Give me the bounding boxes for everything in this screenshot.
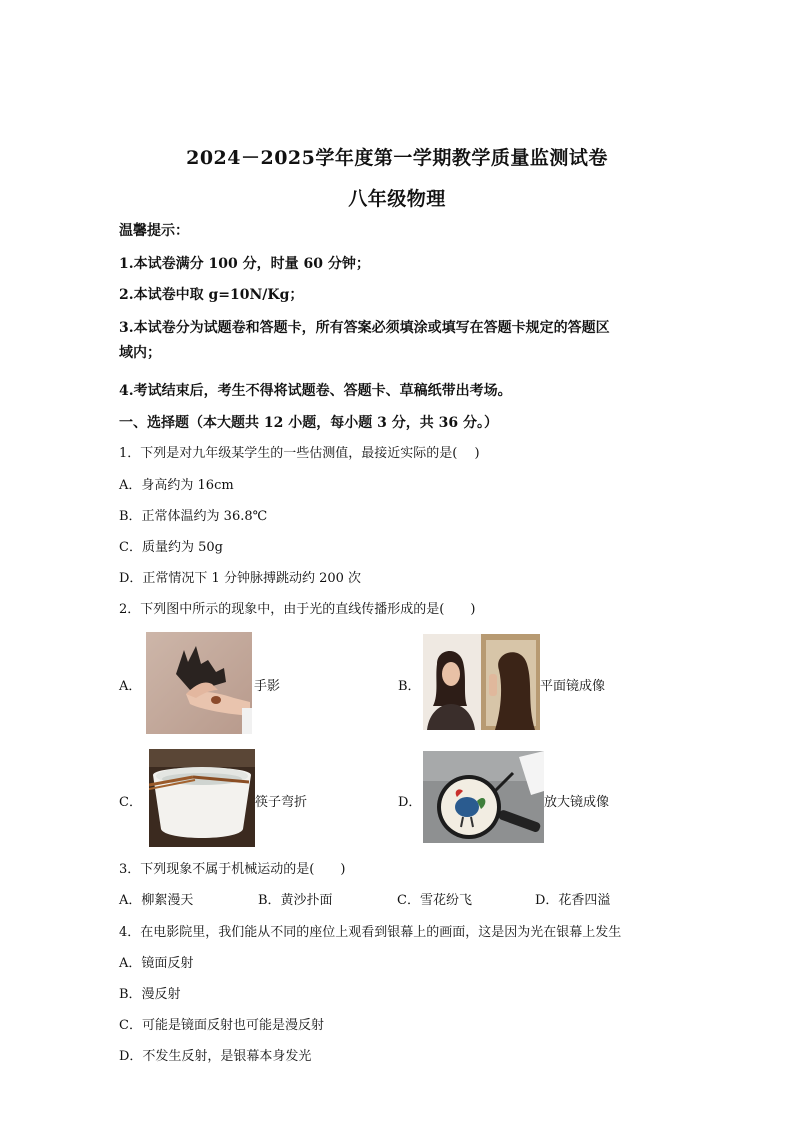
option-label: A． (119, 679, 142, 694)
option-d: D．不发生反射，是银幕本身发光 (119, 1049, 312, 1064)
option-a: A．镜面反射 (119, 956, 194, 971)
option-label: D． (398, 795, 422, 810)
option-label: B． (398, 679, 421, 694)
exam-title: 2024－2025学年度第一学期教学质量监测试卷 (186, 147, 608, 169)
option-d: D．正常情况下 1 分钟脉搏跳动约 200 次 (119, 571, 362, 586)
tip-item: 1.本试卷满分 100 分，时量 60 分钟； (119, 256, 370, 272)
option-text: 筷子弯折 (255, 795, 308, 810)
magnifier-photo (423, 751, 544, 843)
tip-item: 2.本试卷中取 g=10N/Kg； (119, 287, 304, 303)
option-label: C． (119, 795, 142, 810)
option-text: 放大镜成像 (544, 795, 610, 810)
option-c: C．雪花纷飞 (397, 893, 472, 908)
option-b: B．正常体温约为 36.8℃ (119, 509, 268, 524)
tips-heading: 温馨提示： (119, 223, 189, 239)
option-a: A．身高约为 16cm (119, 478, 234, 493)
question-stem: 3．下列现象不属于机械运动的是( ) (119, 862, 346, 877)
exam-subtitle: 八年级物理 (348, 188, 446, 210)
option-b: B．漫反射 (119, 987, 181, 1002)
option-b: B．黄沙扑面 (258, 893, 333, 908)
option-c: C．质量约为 50g (119, 540, 223, 555)
tip-item: 4.考试结束后，考生不得将试题卷、答题卡、草稿纸带出考场。 (119, 383, 512, 399)
question-stem: 4．在电影院里，我们能从不同的座位上观看到银幕上的画面，这是因为光在银幕上发生 (119, 925, 622, 940)
mirror-photo (423, 634, 540, 730)
tip-item: 3.本试卷分为试题卷和答题卡，所有答案必须填涂或填写在答题卡规定的答题区 (119, 320, 610, 336)
hand-shadow-photo (146, 632, 252, 734)
question-stem: 1．下列是对九年级某学生的一些估测值，最接近实际的是( ) (119, 446, 480, 461)
chopsticks-bowl-photo (149, 749, 255, 847)
option-a: A．柳絮漫天 (119, 893, 194, 908)
section-heading: 一、选择题（本大题共 12 小题，每小题 3 分，共 36 分。） (119, 415, 498, 431)
question-stem: 2．下列图中所示的现象中，由于光的直线传播形成的是( ) (119, 602, 476, 617)
option-text: 手影 (254, 679, 281, 694)
option-text: 平面镜成像 (540, 679, 606, 694)
tip-item: 域内； (119, 345, 161, 361)
option-d: D．花香四溢 (535, 893, 611, 908)
option-c: C．可能是镜面反射也可能是漫反射 (119, 1018, 324, 1033)
